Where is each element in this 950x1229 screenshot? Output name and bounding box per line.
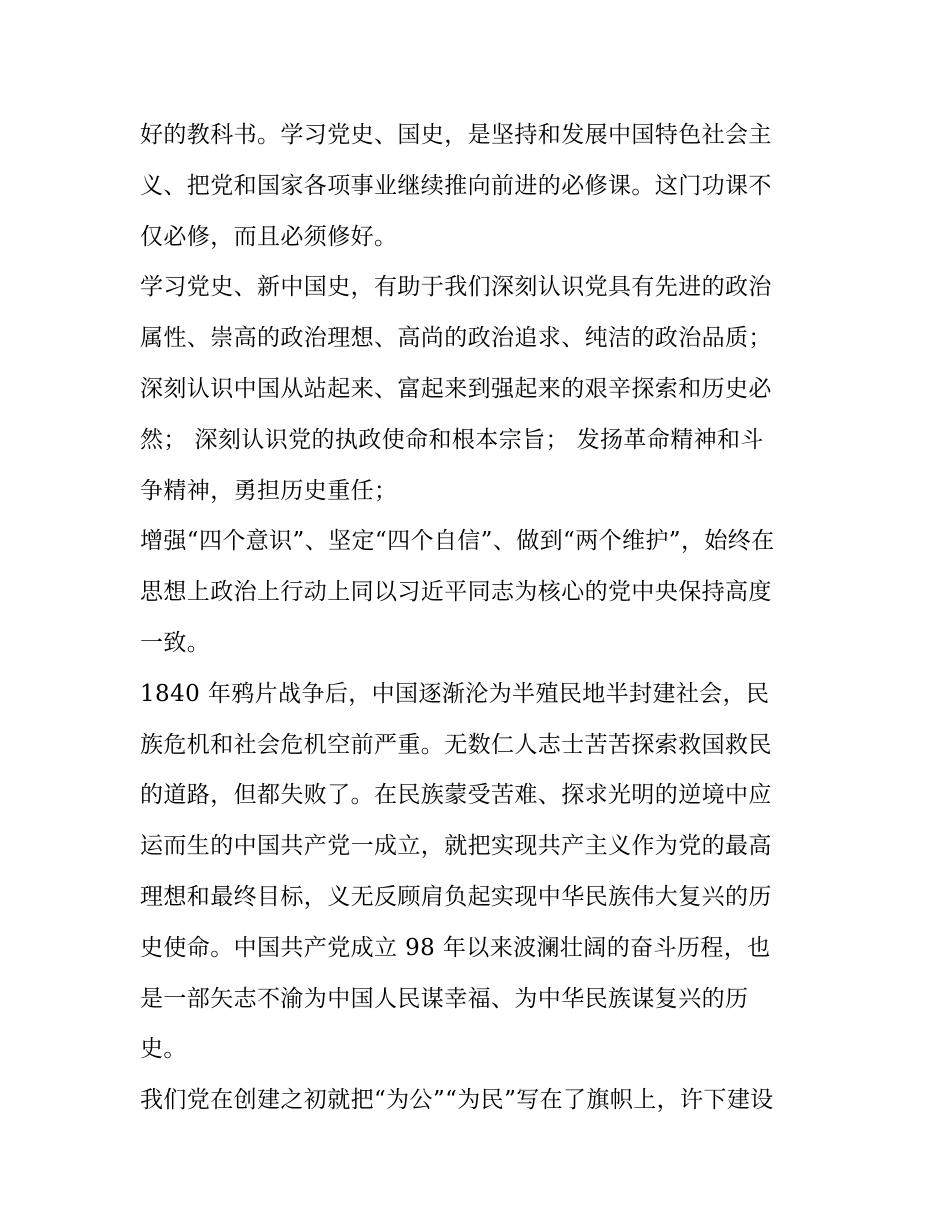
paragraph [140,1075,820,1126]
text-line: 史使命。中国共产党成立 98 年以来波澜壮阔的奋斗历程，也 [140,934,771,961]
text-line: 运而生的中国共产党一成立，就把实现共产主义作为党的最高 [140,833,772,860]
text-line: 是一部矢志不渝为中国人民谋幸福、为中华民族谋复兴的历 [140,985,749,1012]
paragraph [140,516,820,668]
text-line: 仅必修，而且必须修好。 [140,223,398,250]
text-line: 好的教科书。学习党史、国史，是坚持和发展中国特色社会主 [140,122,772,148]
text-line: 深刻认识中国从站起来、富起来到强起来的艰辛探索和历史必 [140,375,772,402]
document-body [140,110,820,1126]
text-line: 史。 [140,1036,187,1063]
text-line: 义、把党和国家各项事业继续推向前进的必修课。这门功课不 [140,172,772,199]
text-line: 一致。 [140,629,211,656]
text-line: 争精神，勇担历史重任； [140,477,398,504]
text-line: 1840 年鸦片战争后，中国逐渐沦为半殖民地半封建社会，民 [140,680,770,707]
text-line: 增强“四个意识”、坚定“四个自信”、做到“两个维护”，始终在 [140,528,775,555]
text-line: 我们党在创建之初就把“为公”“为民”写在了旗帜上，许下建设 [140,1087,774,1114]
text-line: 学习党史、新中国史，有助于我们深刻认识党具有先进的政治 [140,274,772,301]
text-line: 属性、崇高的政治理想、高尚的政治追求、纯洁的政治品质； [140,325,772,352]
text-line: 的道路，但都失败了。在民族蒙受苦难、探求光明的逆境中应 [140,782,772,809]
paragraph [140,262,820,516]
text-line: 然； 深刻认识党的执政使命和根本宗旨； 发扬革命精神和斗 [140,426,764,453]
paragraph [140,669,820,1075]
text-line: 理想和最终目标，义无反顾肩负起实现中华民族伟大复兴的历 [140,883,772,910]
text-line: 思想上政治上行动上同以习近平同志为核心的党中央保持高度 [140,579,772,606]
text-line: 族危机和社会危机空前严重。无数仁人志士苦苦探索救国救民 [140,731,772,758]
paragraph [140,110,820,262]
